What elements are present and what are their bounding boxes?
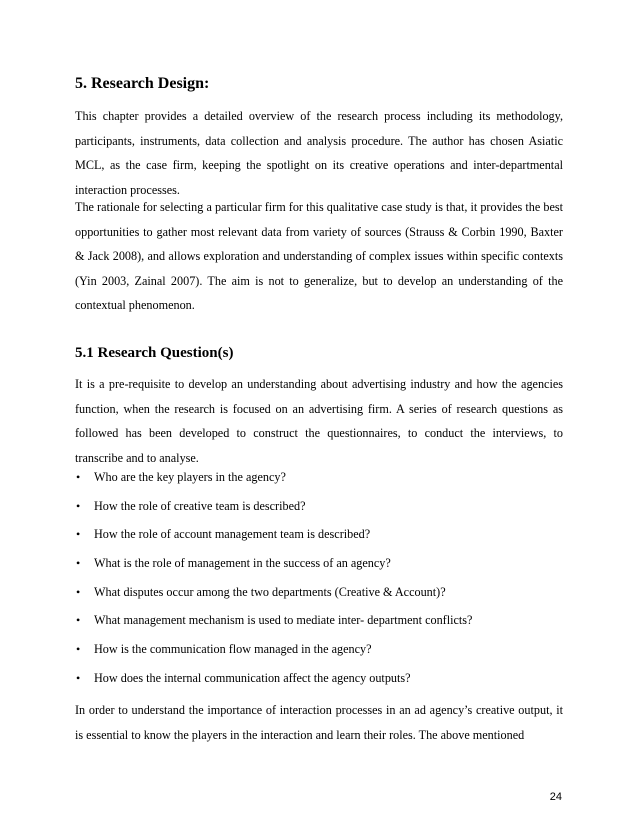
section-heading: 5. Research Design: — [75, 75, 210, 92]
list-item — [75, 582, 563, 611]
bullet-icon: • — [76, 527, 81, 542]
bullet-icon: • — [76, 556, 81, 571]
list-item — [75, 524, 563, 553]
question-text: Who are the key players in the agency? — [94, 470, 286, 484]
question-text: How is the communication flow managed in the agency? — [94, 642, 372, 657]
question-text: How the role of account management team is described? — [94, 527, 371, 542]
list-item — [75, 496, 563, 525]
bullet-icon: • — [76, 613, 81, 628]
list-item — [75, 467, 563, 496]
page-number: 24 — [549, 791, 562, 803]
bullet-icon: • — [76, 670, 81, 685]
list-item — [75, 553, 563, 582]
bullet-icon: • — [76, 642, 81, 657]
question-text: How does the internal communication affect the agency outputs? — [94, 670, 411, 685]
subsection-heading: 5.1 Research Question(s) — [75, 345, 234, 361]
document-page — [75, 0, 563, 826]
section-paragraph-2: The rationale for selecting a particular firm for this qualitative case study is that, it provides the best opportunities to gather most relevant data from variety of sources (Strauss & Corbin 1990, Baxter & Jack 2008), and allows exploration and understanding of complex issues within specific contexts (Yin 2003, Zainal 2007). The aim is not to generalize, but to develop an understanding of the contextual phenomenon. — [75, 200, 563, 313]
section-paragraph-1: This chapter provides a detailed overview of the research process including its methodology, participants, instruments, data collection and analysis procedure. The author has chosen Asiatic MCL, as the case firm, keeping the spotlight on its creative operations and inter-departmental interaction processes. — [75, 109, 563, 197]
bullet-icon: • — [76, 470, 81, 484]
bullet-icon: • — [76, 584, 81, 599]
research-questions-list — [75, 467, 563, 697]
question-text: What management mechanism is used to mediate inter- department conflicts? — [94, 613, 473, 628]
list-item — [75, 668, 563, 697]
bullet-icon: • — [76, 498, 81, 513]
closing-paragraph: In order to understand the importance of interaction processes in an ad agency’s creative output, it is essential to know the players in the interaction and learn their roles. The above mentioned — [75, 703, 563, 742]
list-item — [75, 610, 563, 639]
subsection-intro-paragraph: It is a pre-requisite to develop an understanding about advertising industry and how the agencies function, when the research is focused on an advertising firm. A series of research questions as followed has been developed to construct the questionnaires, to conduct the interviews, to transcribe and to analyse. — [75, 377, 563, 465]
question-text: How the role of creative team is described? — [94, 498, 306, 513]
list-item — [75, 639, 563, 668]
question-text: What disputes occur among the two departments (Creative & Account)? — [94, 584, 446, 599]
question-text: What is the role of management in the success of an agency? — [94, 556, 391, 571]
